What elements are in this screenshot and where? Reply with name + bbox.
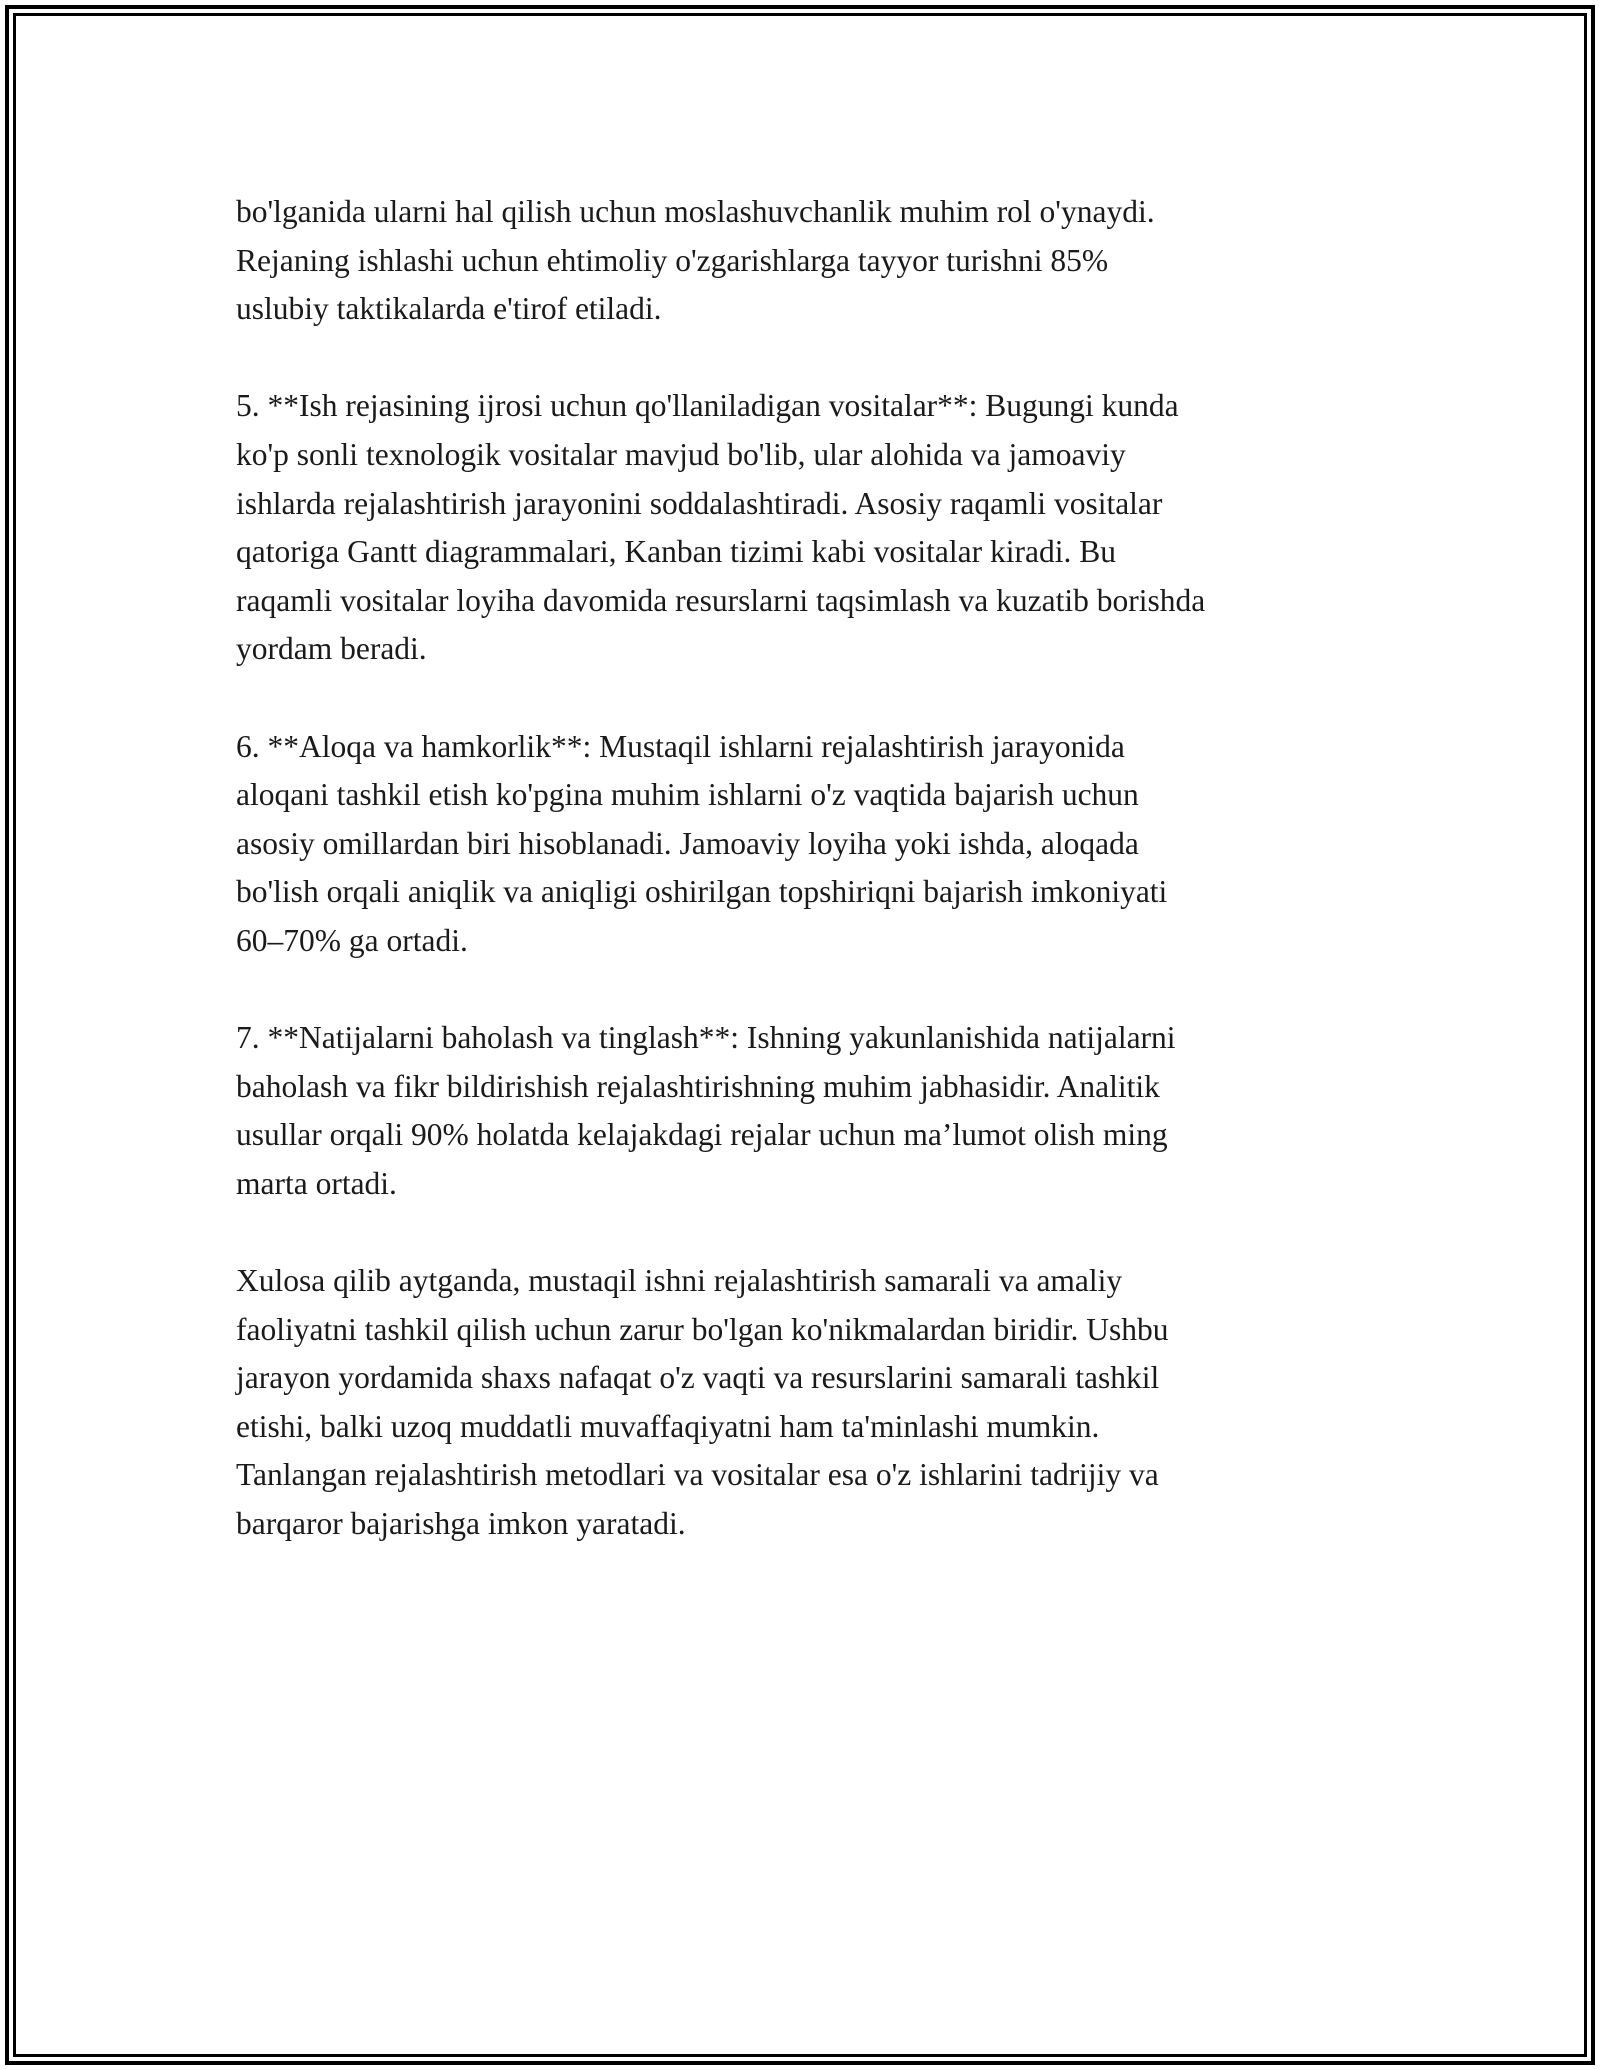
paragraph-intro-continuation: bo'lganida ularni hal qilish uchun moslashuvchanlik muhim rol o'ynaydi. Rejaning ishlashi uchun ehtimoliy o'zgarishlarga tayyor turishni 85% uslubiy taktikalarda e'tirof etiladi. — [236, 194, 1155, 327]
paragraph-item-7-evaluation: 7. **Natijalarni baholash va tinglash**: Ishning yakunlanishida natijalarni baholash va fikr bildirishish rejalashtirishning muhim jabhasidir. Analitik usullar orqali 90% holatda kelajakdagi rejalar uchun ma’lumot olish ming marta ortadi. — [236, 1020, 1176, 1201]
document-body — [236, 188, 1396, 1597]
paragraph-item-5-tools: 5. **Ish rejasining ijrosi uchun qo'llaniladigan vositalar**: Bugungi kunda ko'p sonli texnologik vositalar mavjud bo'lib, ular alohida va jamoaviy ishlarda rejalashtirish jarayonini soddalashtiradi. Asosiy raqamli vositalar qatoriga Gantt diagrammalari, Kanban tizimi kabi vositalar kiradi. Bu raqamli vositalar loyiha davomida resurslarni taqsimlash va kuzatib borishda yordam beradi. — [236, 388, 1206, 667]
paragraph-item-6-communication: 6. **Aloqa va hamkorlik**: Mustaqil ishlarni rejalashtirish jarayonida aloqani tashkil etish ko'pgina muhim ishlarni o'z vaqtida bajarish uchun asosiy omillardan biri hisoblanadi. Jamoaviy loyiha yoki ishda, aloqada bo'lish orqali aniqlik va aniqligi oshirilgan topshiriqni bajarish imkoniyati 60–70% ga ortadi. — [236, 728, 1168, 958]
paragraph-conclusion: Xulosa qilib aytganda, mustaqil ishni rejalashtirish samarali va amaliy faoliyatni tashkil qilish uchun zarur bo'lgan ko'nikmalardan biridir. Ushbu jarayon yordamida shaxs nafaqat o'z vaqti va resurslarini samarali tashkil etishi, balki uzoq muddatli muvaffaqiyatni ham ta'minlashi mumkin. Tanlangan rejalashtirish metodlari va vositalar esa o'z ishlarini tadrijiy va barqaror bajarishga imkon yaratadi. — [236, 1263, 1169, 1542]
